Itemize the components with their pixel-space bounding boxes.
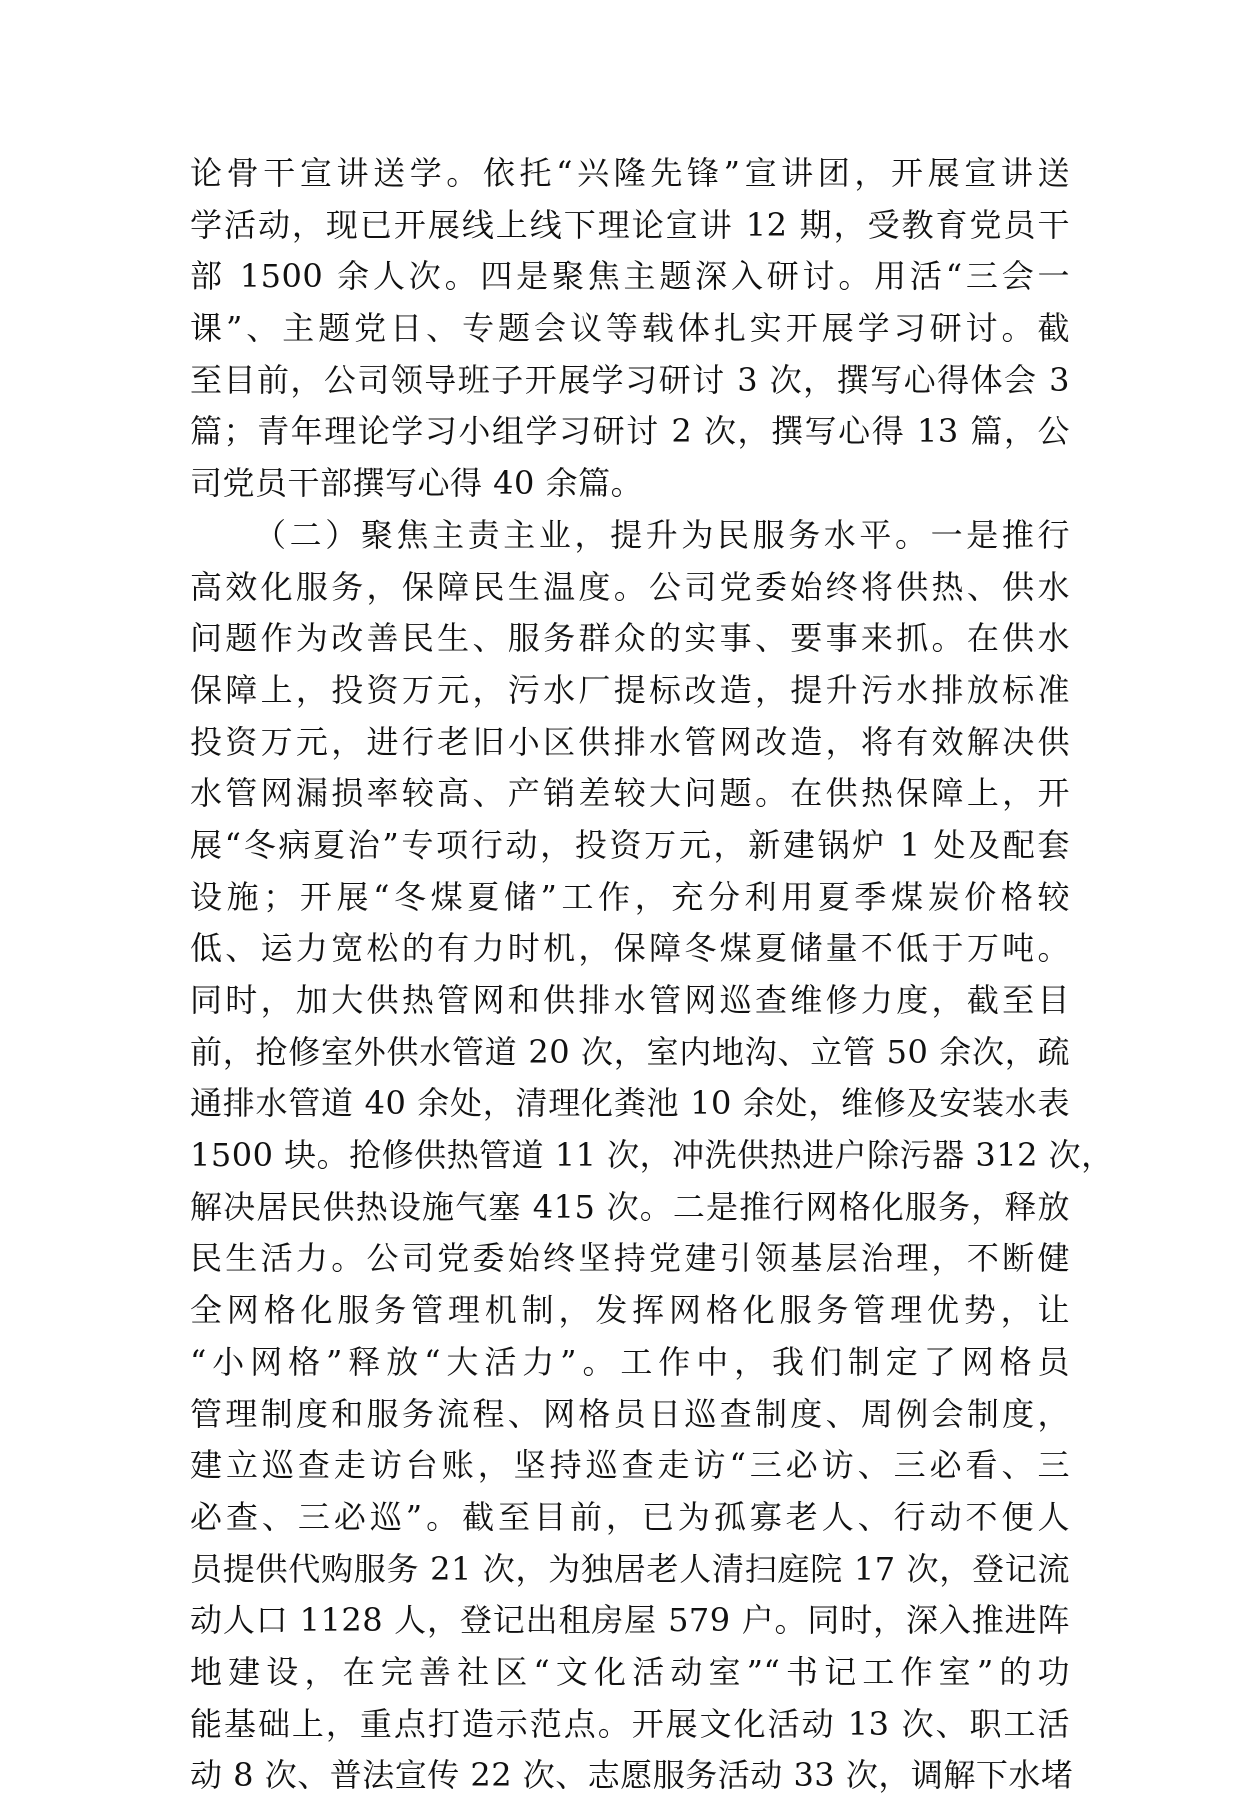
text-line: 建立巡查走访台账，坚持巡查走访“三必访、三必看、三 — [190, 1446, 1070, 1485]
text-line: 论骨干宣讲送学。依托“兴隆先锋”宣讲团，开展宣讲送 — [190, 154, 1070, 192]
text-line: “小网格”释放“大活力”。工作中，我们制定了网格员 — [190, 1342, 1070, 1381]
text-line: 保障上，投资万元，污水厂提标改造，提升污水排放标准 — [190, 670, 1070, 709]
section-heading-line: （二）聚焦主责主业，提升为民服务水平。一是推行 — [254, 515, 1070, 554]
text-line: 通排水管道 40 余处，清理化粪池 10 余处，维修及安装水表 — [190, 1084, 1070, 1123]
text-line: 篇；青年理论学习小组学习研讨 2 次，撰写心得 13 篇，公 — [190, 412, 1070, 451]
text-line: 必查、三必巡”。截至目前，已为孤寡老人、行动不便人 — [190, 1497, 1070, 1536]
text-line: 1500 块。抢修供热管道 11 次，冲洗供热进户除污器 312 次， — [190, 1136, 1114, 1175]
text-line: 至目前，公司领导班子开展学习研讨 3 次，撰写心得体会 3 — [190, 360, 1070, 399]
text-line: 民生活力。公司党委始终坚持党建引领基层治理，不断健 — [190, 1239, 1070, 1278]
text-line: 全网格化服务管理机制，发挥网格化服务管理优势，让 — [190, 1291, 1070, 1330]
text-line: 部 1500 余人次。四是聚焦主题深入研讨。用活“三会一 — [190, 257, 1070, 296]
text-line: 动 8 次、普法宣传 22 次、志愿服务活动 33 次，调解下水堵 — [190, 1756, 1074, 1795]
text-line: 水管网漏损率较高、产销差较大问题。在供热保障上，开 — [190, 774, 1070, 813]
text-line: 设施；开展“冬煤夏储”工作，充分利用夏季煤炭价格较 — [190, 877, 1070, 916]
text-line: 同时，加大供热管网和供排水管网巡查维修力度，截至目 — [190, 981, 1070, 1019]
text-line: 投资万元，进行老旧小区供排水管网改造，将有效解决供 — [190, 722, 1070, 761]
text-line: 课”、主题党日、专题会议等载体扎实开展学习研讨。截 — [190, 309, 1070, 348]
text-line: 展“冬病夏治”专项行动，投资万元，新建锅炉 1 处及配套 — [190, 825, 1070, 864]
text-line: 前，抢修室外供水管道 20 次，室内地沟、立管 50 余次，疏 — [190, 1032, 1070, 1071]
body-text — [190, 148, 1114, 1802]
text-line: 问题作为改善民生、服务群众的实事、要事来抓。在供水 — [190, 619, 1070, 658]
text-line: 学活动，现已开展线上线下理论宣讲 12 期，受教育党员干 — [190, 205, 1070, 244]
text-line: 地建设，在完善社区“文化活动室”“书记工作室”的功 — [190, 1652, 1070, 1691]
text-line: 高效化服务，保障民生温度。公司党委始终将供热、供水 — [190, 567, 1070, 606]
text-line: 低、运力宽松的有力时机，保障冬煤夏储量不低于万吨。 — [190, 929, 1070, 968]
text-line: 管理制度和服务流程、网格员日巡查制度、周例会制度， — [190, 1394, 1070, 1433]
text-line: 员提供代购服务 21 次，为独居老人清扫庭院 17 次，登记流 — [190, 1549, 1070, 1588]
text-line: 能基础上，重点打造示范点。开展文化活动 13 次、职工活 — [190, 1704, 1070, 1743]
text-line: 解决居民供热设施气塞 415 次。二是推行网格化服务，释放 — [190, 1187, 1070, 1226]
text-line: 动人口 1128 人，登记出租房屋 579 户。同时，深入推进阵 — [190, 1601, 1070, 1640]
text-line: 司党员干部撰写心得 40 余篇。 — [190, 464, 644, 503]
